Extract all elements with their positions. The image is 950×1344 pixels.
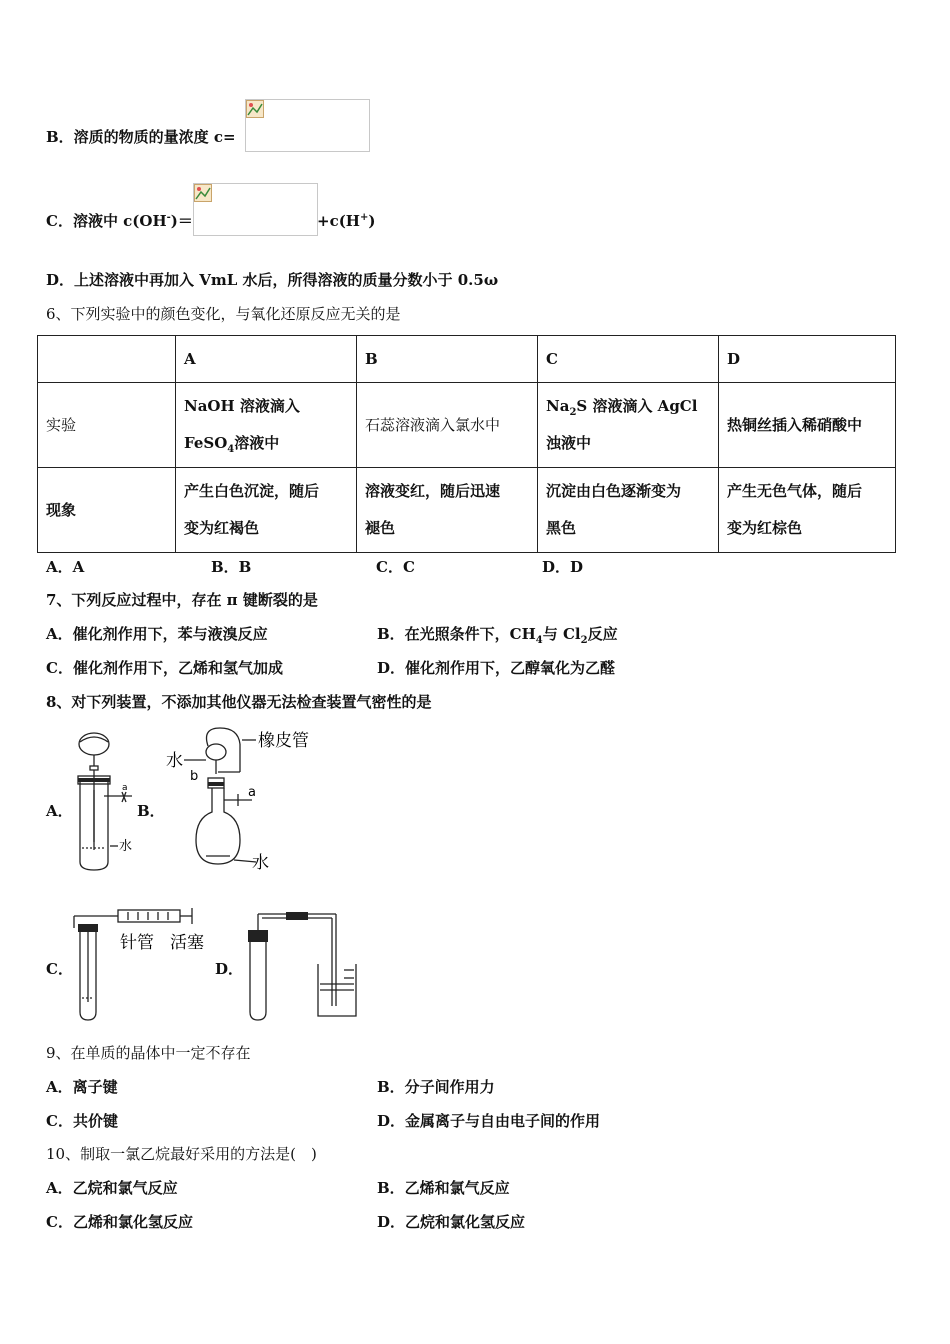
q8-fig-b-label-tube: 橡皮管	[258, 731, 309, 751]
q8-fig-a-label-water: 水	[119, 839, 133, 854]
broken-image-icon	[194, 184, 212, 202]
q6-table	[37, 335, 896, 553]
q7-option-d: D．催化剂作用下，乙醇氧化为乙醛	[377, 659, 616, 677]
q8-stem: 8、对下列装置，不添加其他仪器无法检查装置气密性的是	[46, 693, 432, 711]
q5-option-c: C．溶液中 c(OH-)＝	[46, 212, 193, 230]
q6-stem: 6、下列实验中的颜色变化，与氧化还原反应无关的是	[46, 305, 401, 323]
q7-option-c: C．催化剂作用下，乙烯和氢气加成	[46, 659, 283, 677]
q8-apparatus-a-figure	[70, 730, 140, 872]
q6-option-b: B．B	[211, 558, 252, 576]
q8-option-d-label: D．	[215, 960, 244, 978]
q8-apparatus-c-figure	[70, 906, 218, 1024]
broken-image-formula-b	[245, 99, 370, 152]
q6-option-d: D．D	[542, 558, 584, 576]
q10-option-b: B．乙烯和氯气反应	[377, 1179, 510, 1197]
q6-cell-exp-d: 热铜丝插入稀硝酸中	[719, 383, 896, 468]
q6-header-c: C	[538, 336, 719, 383]
broken-image-icon	[246, 100, 264, 118]
q9-option-b: B．分子间作用力	[377, 1078, 495, 1096]
q8-option-c-label: C．	[46, 960, 73, 978]
q7-option-b: B．在光照条件下，$CH_4$与 $Cl_2$反应	[377, 625, 618, 646]
q6-cell-phen-c: 沉淀由白色逐渐变为 黑色	[538, 468, 719, 553]
q5-option-b	[46, 127, 236, 147]
q8-fig-a-label-a: a	[122, 783, 128, 793]
q10-option-d: D．乙烷和氯化氢反应	[377, 1213, 526, 1231]
q8-apparatus-d-figure	[240, 904, 365, 1024]
q8-fig-b-label-water-left: 水	[166, 751, 183, 771]
q6-cell-exp-a: NaOH 溶液滴入 FeSO$_4$溶液中	[176, 383, 357, 468]
q9-option-a: A．离子键	[46, 1078, 118, 1096]
q8-fig-b-label-a: a	[248, 785, 256, 800]
q6-header-b: B	[357, 336, 538, 383]
q6-row2-label: 现象	[38, 468, 176, 553]
q8-fig-c-label-plunger: 活塞	[170, 933, 204, 953]
q7-option-a: A．催化剂作用下，苯与液溴反应	[46, 625, 268, 643]
q6-cell-exp-b: 石蕊溶液滴入氯水中	[357, 383, 538, 468]
q5-option-c-tail: +c(H+)	[317, 212, 376, 230]
q8-fig-b-label-b: b	[190, 769, 199, 784]
q8-apparatus-b-figure	[160, 722, 330, 874]
q6-table-row-experiment	[38, 383, 896, 468]
q6-option-a: A．A	[46, 558, 85, 576]
q10-stem: 10、制取一氯乙烷最好采用的方法是( )	[46, 1145, 317, 1163]
q10-option-a: A．乙烷和氯气反应	[46, 1179, 178, 1197]
q9-option-d: D．金属离子与自由电子间的作用	[377, 1112, 601, 1130]
q6-header-d: D	[719, 336, 896, 383]
q7-stem: 7、下列反应过程中，存在 π 键断裂的是	[46, 591, 318, 609]
q6-header-a: A	[176, 336, 357, 383]
q8-fig-b-label-water-bottom: 水	[252, 853, 269, 873]
q6-table-row-phenomenon	[38, 468, 896, 553]
q8-option-a-label: A．	[46, 802, 73, 820]
q5-option-d: D．上述溶液中再加入 VmL 水后，所得溶液的质量分数小于 0.5ω	[46, 271, 499, 289]
q6-cell-phen-b: 溶液变红，随后迅速 褪色	[357, 468, 538, 553]
q6-option-c: C．C	[376, 558, 415, 576]
q9-stem: 9、在单质的晶体中一定不存在	[46, 1044, 251, 1062]
q6-cell-exp-c: $Na_2S$ 溶液滴入 AgCl 浊液中	[538, 383, 719, 468]
q6-header-empty	[38, 336, 176, 383]
q6-cell-phen-d: 产生无色气体，随后 变为红棕色	[719, 468, 896, 553]
q6-row1-label: 实验	[38, 383, 176, 468]
q8-option-b-label: B．	[137, 802, 165, 820]
q8-fig-c-label-needle: 针管	[120, 933, 154, 953]
q10-option-c: C．乙烯和氯化氢反应	[46, 1213, 193, 1231]
q6-table-header-row	[38, 336, 896, 383]
q9-option-c: C．共价键	[46, 1112, 118, 1130]
broken-image-formula-c	[193, 183, 318, 236]
q5-option-b-text: B．溶质的物质的量浓度 c=	[46, 128, 236, 146]
q6-cell-phen-a: 产生白色沉淀，随后 变为红褐色	[176, 468, 357, 553]
